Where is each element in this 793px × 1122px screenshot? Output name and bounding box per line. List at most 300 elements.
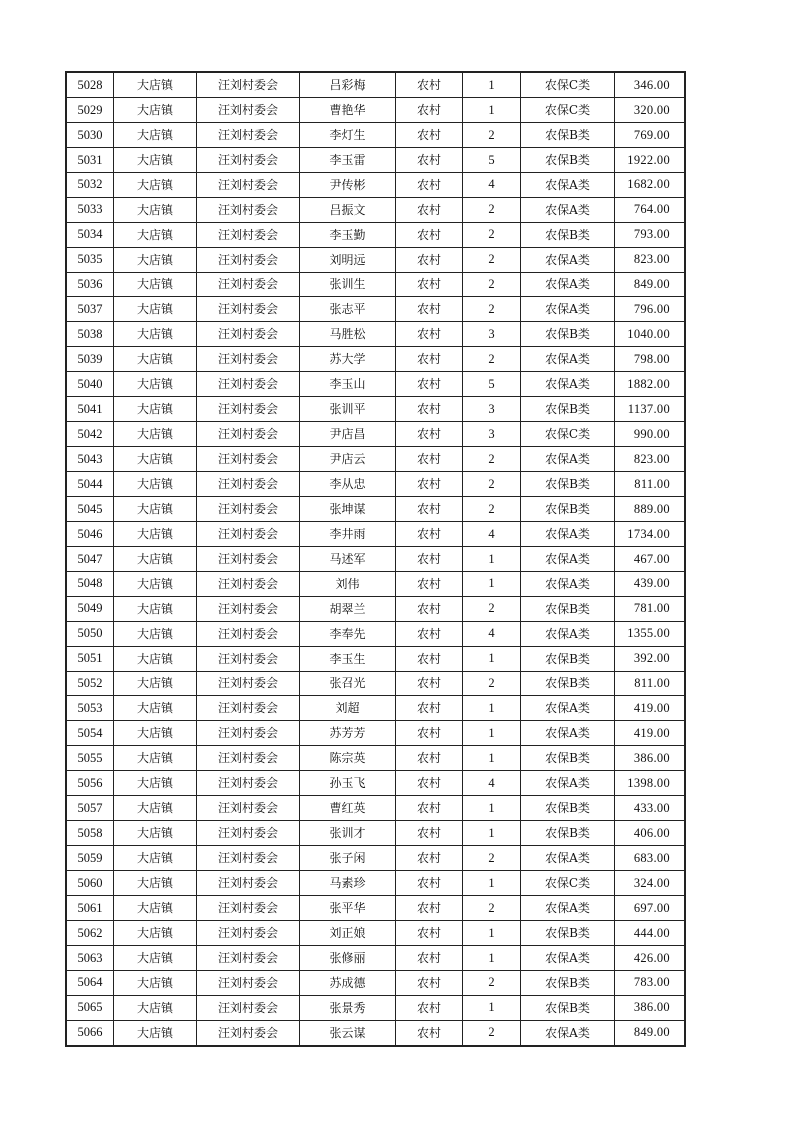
household-count-cell: 3 [463, 397, 521, 422]
area-type-cell: 农村 [396, 945, 463, 970]
name-cell: 李从忠 [300, 472, 396, 497]
town-cell: 大店镇 [114, 272, 197, 297]
village-committee-cell: 汪刘村委会 [197, 397, 300, 422]
table-row [67, 596, 685, 621]
name-cell: 孙玉飞 [300, 771, 396, 796]
town-cell: 大店镇 [114, 796, 197, 821]
table-row [67, 796, 685, 821]
area-type-cell: 农村 [396, 596, 463, 621]
household-count-cell: 1 [463, 746, 521, 771]
area-type-cell: 农村 [396, 73, 463, 98]
table-body [67, 73, 685, 1046]
amount-cell: 419.00 [615, 696, 685, 721]
village-committee-cell: 汪刘村委会 [197, 671, 300, 696]
amount-cell: 849.00 [615, 272, 685, 297]
name-cell: 马述军 [300, 546, 396, 571]
insurance-category-cell: 农保A类 [521, 771, 615, 796]
name-cell: 苏芳芳 [300, 721, 396, 746]
household-count-cell: 1 [463, 571, 521, 596]
serial-number-cell: 5035 [67, 247, 114, 272]
amount-cell: 320.00 [615, 97, 685, 122]
amount-cell: 697.00 [615, 895, 685, 920]
amount-cell: 683.00 [615, 846, 685, 871]
town-cell: 大店镇 [114, 397, 197, 422]
insurance-category-cell: 农保A类 [521, 945, 615, 970]
area-type-cell: 农村 [396, 397, 463, 422]
serial-number-cell: 5057 [67, 796, 114, 821]
serial-number-cell: 5032 [67, 172, 114, 197]
insurance-category-cell: 农保B类 [521, 472, 615, 497]
serial-number-cell: 5049 [67, 596, 114, 621]
amount-cell: 1682.00 [615, 172, 685, 197]
household-count-cell: 1 [463, 73, 521, 98]
village-committee-cell: 汪刘村委会 [197, 771, 300, 796]
amount-cell: 796.00 [615, 297, 685, 322]
insurance-category-cell: 农保A类 [521, 895, 615, 920]
area-type-cell: 农村 [396, 322, 463, 347]
table-row [67, 970, 685, 995]
table-row [67, 521, 685, 546]
serial-number-cell: 5059 [67, 846, 114, 871]
town-cell: 大店镇 [114, 347, 197, 372]
area-type-cell: 农村 [396, 970, 463, 995]
table-row [67, 771, 685, 796]
town-cell: 大店镇 [114, 1020, 197, 1045]
village-committee-cell: 汪刘村委会 [197, 222, 300, 247]
village-committee-cell: 汪刘村委会 [197, 895, 300, 920]
insurance-category-cell: 农保A类 [521, 571, 615, 596]
insurance-category-cell: 农保A类 [521, 546, 615, 571]
serial-number-cell: 5038 [67, 322, 114, 347]
name-cell: 李井雨 [300, 521, 396, 546]
town-cell: 大店镇 [114, 97, 197, 122]
village-committee-cell: 汪刘村委会 [197, 297, 300, 322]
household-count-cell: 2 [463, 297, 521, 322]
serial-number-cell: 5054 [67, 721, 114, 746]
village-committee-cell: 汪刘村委会 [197, 272, 300, 297]
name-cell: 吕振文 [300, 197, 396, 222]
area-type-cell: 农村 [396, 122, 463, 147]
amount-cell: 798.00 [615, 347, 685, 372]
amount-cell: 1922.00 [615, 147, 685, 172]
serial-number-cell: 5048 [67, 571, 114, 596]
serial-number-cell: 5046 [67, 521, 114, 546]
household-count-cell: 2 [463, 447, 521, 472]
area-type-cell: 农村 [396, 447, 463, 472]
table-row [67, 73, 685, 98]
serial-number-cell: 5063 [67, 945, 114, 970]
serial-number-cell: 5044 [67, 472, 114, 497]
household-count-cell: 2 [463, 347, 521, 372]
serial-number-cell: 5051 [67, 646, 114, 671]
area-type-cell: 农村 [396, 521, 463, 546]
area-type-cell: 农村 [396, 821, 463, 846]
name-cell: 张训才 [300, 821, 396, 846]
amount-cell: 823.00 [615, 447, 685, 472]
table-row [67, 472, 685, 497]
insurance-category-cell: 农保A类 [521, 297, 615, 322]
name-cell: 胡翠兰 [300, 596, 396, 621]
amount-cell: 467.00 [615, 546, 685, 571]
table-row [67, 397, 685, 422]
serial-number-cell: 5040 [67, 372, 114, 397]
table-row [67, 172, 685, 197]
town-cell: 大店镇 [114, 846, 197, 871]
insurance-category-cell: 农保A类 [521, 846, 615, 871]
amount-cell: 769.00 [615, 122, 685, 147]
name-cell: 苏成德 [300, 970, 396, 995]
town-cell: 大店镇 [114, 771, 197, 796]
household-count-cell: 1 [463, 721, 521, 746]
table-row [67, 646, 685, 671]
insurance-category-cell: 农保C类 [521, 73, 615, 98]
village-committee-cell: 汪刘村委会 [197, 970, 300, 995]
village-committee-cell: 汪刘村委会 [197, 496, 300, 521]
town-cell: 大店镇 [114, 147, 197, 172]
amount-cell: 433.00 [615, 796, 685, 821]
village-committee-cell: 汪刘村委会 [197, 447, 300, 472]
amount-cell: 764.00 [615, 197, 685, 222]
town-cell: 大店镇 [114, 521, 197, 546]
village-committee-cell: 汪刘村委会 [197, 871, 300, 896]
town-cell: 大店镇 [114, 197, 197, 222]
name-cell: 张云谋 [300, 1020, 396, 1045]
table-row [67, 447, 685, 472]
insurance-category-cell: 农保B类 [521, 796, 615, 821]
name-cell: 刘伟 [300, 571, 396, 596]
household-count-cell: 2 [463, 970, 521, 995]
table-row [67, 995, 685, 1020]
area-type-cell: 农村 [396, 571, 463, 596]
serial-number-cell: 5042 [67, 422, 114, 447]
amount-cell: 346.00 [615, 73, 685, 98]
insurance-category-cell: 农保B类 [521, 671, 615, 696]
insurance-category-cell: 农保A类 [521, 721, 615, 746]
amount-cell: 783.00 [615, 970, 685, 995]
name-cell: 刘超 [300, 696, 396, 721]
name-cell: 张坤谋 [300, 496, 396, 521]
area-type-cell: 农村 [396, 372, 463, 397]
name-cell: 马素珍 [300, 871, 396, 896]
name-cell: 吕彩梅 [300, 73, 396, 98]
village-committee-cell: 汪刘村委会 [197, 247, 300, 272]
table-row [67, 122, 685, 147]
table-row [67, 347, 685, 372]
serial-number-cell: 5058 [67, 821, 114, 846]
amount-cell: 444.00 [615, 920, 685, 945]
household-count-cell: 2 [463, 671, 521, 696]
name-cell: 张平华 [300, 895, 396, 920]
insurance-category-cell: 农保A类 [521, 621, 615, 646]
town-cell: 大店镇 [114, 372, 197, 397]
name-cell: 张召光 [300, 671, 396, 696]
name-cell: 李玉山 [300, 372, 396, 397]
area-type-cell: 农村 [396, 621, 463, 646]
insurance-category-cell: 农保C类 [521, 871, 615, 896]
town-cell: 大店镇 [114, 447, 197, 472]
insurance-category-cell: 农保B类 [521, 496, 615, 521]
town-cell: 大店镇 [114, 422, 197, 447]
table-row [67, 272, 685, 297]
table-row [67, 871, 685, 896]
village-committee-cell: 汪刘村委会 [197, 721, 300, 746]
insurance-category-cell: 农保A类 [521, 521, 615, 546]
town-cell: 大店镇 [114, 172, 197, 197]
table-row [67, 721, 685, 746]
table-row [67, 945, 685, 970]
household-count-cell: 3 [463, 422, 521, 447]
insurance-category-cell: 农保B类 [521, 970, 615, 995]
insurance-category-cell: 农保A类 [521, 172, 615, 197]
table-row [67, 247, 685, 272]
insurance-category-cell: 农保B类 [521, 646, 615, 671]
village-committee-cell: 汪刘村委会 [197, 546, 300, 571]
household-count-cell: 1 [463, 871, 521, 896]
household-count-cell: 4 [463, 172, 521, 197]
town-cell: 大店镇 [114, 821, 197, 846]
amount-cell: 811.00 [615, 472, 685, 497]
name-cell: 马胜松 [300, 322, 396, 347]
village-committee-cell: 汪刘村委会 [197, 97, 300, 122]
area-type-cell: 农村 [396, 920, 463, 945]
town-cell: 大店镇 [114, 671, 197, 696]
name-cell: 刘正娘 [300, 920, 396, 945]
name-cell: 尹传彬 [300, 172, 396, 197]
village-committee-cell: 汪刘村委会 [197, 122, 300, 147]
amount-cell: 793.00 [615, 222, 685, 247]
household-count-cell: 2 [463, 1020, 521, 1045]
table-row [67, 147, 685, 172]
town-cell: 大店镇 [114, 472, 197, 497]
town-cell: 大店镇 [114, 546, 197, 571]
town-cell: 大店镇 [114, 970, 197, 995]
insurance-category-cell: 农保B类 [521, 322, 615, 347]
town-cell: 大店镇 [114, 222, 197, 247]
household-count-cell: 4 [463, 521, 521, 546]
area-type-cell: 农村 [396, 771, 463, 796]
household-count-cell: 1 [463, 546, 521, 571]
area-type-cell: 农村 [396, 172, 463, 197]
village-committee-cell: 汪刘村委会 [197, 920, 300, 945]
town-cell: 大店镇 [114, 945, 197, 970]
area-type-cell: 农村 [396, 646, 463, 671]
insurance-category-cell: 农保B类 [521, 821, 615, 846]
area-type-cell: 农村 [396, 671, 463, 696]
household-count-cell: 4 [463, 771, 521, 796]
amount-cell: 889.00 [615, 496, 685, 521]
town-cell: 大店镇 [114, 920, 197, 945]
table-row [67, 746, 685, 771]
serial-number-cell: 5066 [67, 1020, 114, 1045]
town-cell: 大店镇 [114, 696, 197, 721]
village-committee-cell: 汪刘村委会 [197, 696, 300, 721]
area-type-cell: 农村 [396, 696, 463, 721]
household-count-cell: 2 [463, 596, 521, 621]
town-cell: 大店镇 [114, 871, 197, 896]
table-row [67, 322, 685, 347]
town-cell: 大店镇 [114, 596, 197, 621]
amount-cell: 419.00 [615, 721, 685, 746]
name-cell: 李玉生 [300, 646, 396, 671]
insurance-category-cell: 农保B类 [521, 222, 615, 247]
serial-number-cell: 5033 [67, 197, 114, 222]
serial-number-cell: 5062 [67, 920, 114, 945]
household-count-cell: 1 [463, 97, 521, 122]
serial-number-cell: 5047 [67, 546, 114, 571]
amount-cell: 1734.00 [615, 521, 685, 546]
insurance-category-cell: 农保B类 [521, 995, 615, 1020]
amount-cell: 426.00 [615, 945, 685, 970]
area-type-cell: 农村 [396, 746, 463, 771]
name-cell: 张志平 [300, 297, 396, 322]
name-cell: 苏大学 [300, 347, 396, 372]
amount-cell: 1137.00 [615, 397, 685, 422]
name-cell: 尹店云 [300, 447, 396, 472]
household-count-cell: 3 [463, 322, 521, 347]
household-count-cell: 5 [463, 372, 521, 397]
serial-number-cell: 5055 [67, 746, 114, 771]
village-committee-cell: 汪刘村委会 [197, 172, 300, 197]
village-committee-cell: 汪刘村委会 [197, 796, 300, 821]
name-cell: 张修丽 [300, 945, 396, 970]
area-type-cell: 农村 [396, 247, 463, 272]
name-cell: 李玉雷 [300, 147, 396, 172]
amount-cell: 1882.00 [615, 372, 685, 397]
village-committee-cell: 汪刘村委会 [197, 846, 300, 871]
serial-number-cell: 5052 [67, 671, 114, 696]
serial-number-cell: 5031 [67, 147, 114, 172]
household-count-cell: 2 [463, 122, 521, 147]
amount-cell: 386.00 [615, 995, 685, 1020]
serial-number-cell: 5045 [67, 496, 114, 521]
town-cell: 大店镇 [114, 571, 197, 596]
name-cell: 尹店昌 [300, 422, 396, 447]
serial-number-cell: 5053 [67, 696, 114, 721]
area-type-cell: 农村 [396, 222, 463, 247]
household-count-cell: 1 [463, 945, 521, 970]
village-committee-cell: 汪刘村委会 [197, 472, 300, 497]
table-row [67, 671, 685, 696]
table-row [67, 846, 685, 871]
area-type-cell: 农村 [396, 546, 463, 571]
table-row [67, 821, 685, 846]
insurance-category-cell: 农保B类 [521, 746, 615, 771]
household-count-cell: 1 [463, 696, 521, 721]
serial-number-cell: 5043 [67, 447, 114, 472]
household-count-cell: 2 [463, 272, 521, 297]
town-cell: 大店镇 [114, 721, 197, 746]
village-committee-cell: 汪刘村委会 [197, 746, 300, 771]
area-type-cell: 农村 [396, 995, 463, 1020]
household-count-cell: 5 [463, 147, 521, 172]
name-cell: 张景秀 [300, 995, 396, 1020]
area-type-cell: 农村 [396, 472, 463, 497]
insurance-category-cell: 农保A类 [521, 272, 615, 297]
name-cell: 张子闲 [300, 846, 396, 871]
insurance-category-cell: 农保A类 [521, 247, 615, 272]
area-type-cell: 农村 [396, 721, 463, 746]
village-committee-cell: 汪刘村委会 [197, 596, 300, 621]
household-count-cell: 2 [463, 247, 521, 272]
serial-number-cell: 5041 [67, 397, 114, 422]
insurance-category-cell: 农保A类 [521, 447, 615, 472]
serial-number-cell: 5028 [67, 73, 114, 98]
insurance-category-cell: 农保B类 [521, 147, 615, 172]
serial-number-cell: 5061 [67, 895, 114, 920]
name-cell: 曹艳华 [300, 97, 396, 122]
household-count-cell: 1 [463, 821, 521, 846]
town-cell: 大店镇 [114, 746, 197, 771]
table-row [67, 571, 685, 596]
area-type-cell: 农村 [396, 871, 463, 896]
insurance-category-cell: 农保A类 [521, 197, 615, 222]
household-count-cell: 2 [463, 197, 521, 222]
village-committee-cell: 汪刘村委会 [197, 646, 300, 671]
town-cell: 大店镇 [114, 122, 197, 147]
town-cell: 大店镇 [114, 621, 197, 646]
village-committee-cell: 汪刘村委会 [197, 1020, 300, 1045]
table-row [67, 920, 685, 945]
amount-cell: 849.00 [615, 1020, 685, 1045]
town-cell: 大店镇 [114, 496, 197, 521]
village-committee-cell: 汪刘村委会 [197, 621, 300, 646]
table-row [67, 546, 685, 571]
amount-cell: 392.00 [615, 646, 685, 671]
insurance-category-cell: 农保B类 [521, 596, 615, 621]
serial-number-cell: 5064 [67, 970, 114, 995]
household-count-cell: 1 [463, 646, 521, 671]
village-committee-cell: 汪刘村委会 [197, 322, 300, 347]
insurance-category-cell: 农保A类 [521, 1020, 615, 1045]
area-type-cell: 农村 [396, 895, 463, 920]
table-row [67, 1020, 685, 1045]
amount-cell: 823.00 [615, 247, 685, 272]
village-committee-cell: 汪刘村委会 [197, 995, 300, 1020]
data-table [66, 72, 685, 1046]
table-row [67, 621, 685, 646]
serial-number-cell: 5056 [67, 771, 114, 796]
name-cell: 李玉勤 [300, 222, 396, 247]
village-committee-cell: 汪刘村委会 [197, 147, 300, 172]
town-cell: 大店镇 [114, 646, 197, 671]
amount-cell: 406.00 [615, 821, 685, 846]
area-type-cell: 农村 [396, 1020, 463, 1045]
town-cell: 大店镇 [114, 297, 197, 322]
town-cell: 大店镇 [114, 247, 197, 272]
serial-number-cell: 5065 [67, 995, 114, 1020]
area-type-cell: 农村 [396, 422, 463, 447]
town-cell: 大店镇 [114, 895, 197, 920]
area-type-cell: 农村 [396, 846, 463, 871]
name-cell: 李灯生 [300, 122, 396, 147]
serial-number-cell: 5034 [67, 222, 114, 247]
town-cell: 大店镇 [114, 322, 197, 347]
area-type-cell: 农村 [396, 97, 463, 122]
village-committee-cell: 汪刘村委会 [197, 73, 300, 98]
area-type-cell: 农村 [396, 496, 463, 521]
amount-cell: 781.00 [615, 596, 685, 621]
name-cell: 刘明远 [300, 247, 396, 272]
insurance-category-cell: 农保A类 [521, 372, 615, 397]
serial-number-cell: 5029 [67, 97, 114, 122]
insurance-category-cell: 农保B类 [521, 920, 615, 945]
village-committee-cell: 汪刘村委会 [197, 197, 300, 222]
town-cell: 大店镇 [114, 73, 197, 98]
area-type-cell: 农村 [396, 347, 463, 372]
area-type-cell: 农村 [396, 147, 463, 172]
village-committee-cell: 汪刘村委会 [197, 821, 300, 846]
insurance-category-cell: 农保A类 [521, 347, 615, 372]
